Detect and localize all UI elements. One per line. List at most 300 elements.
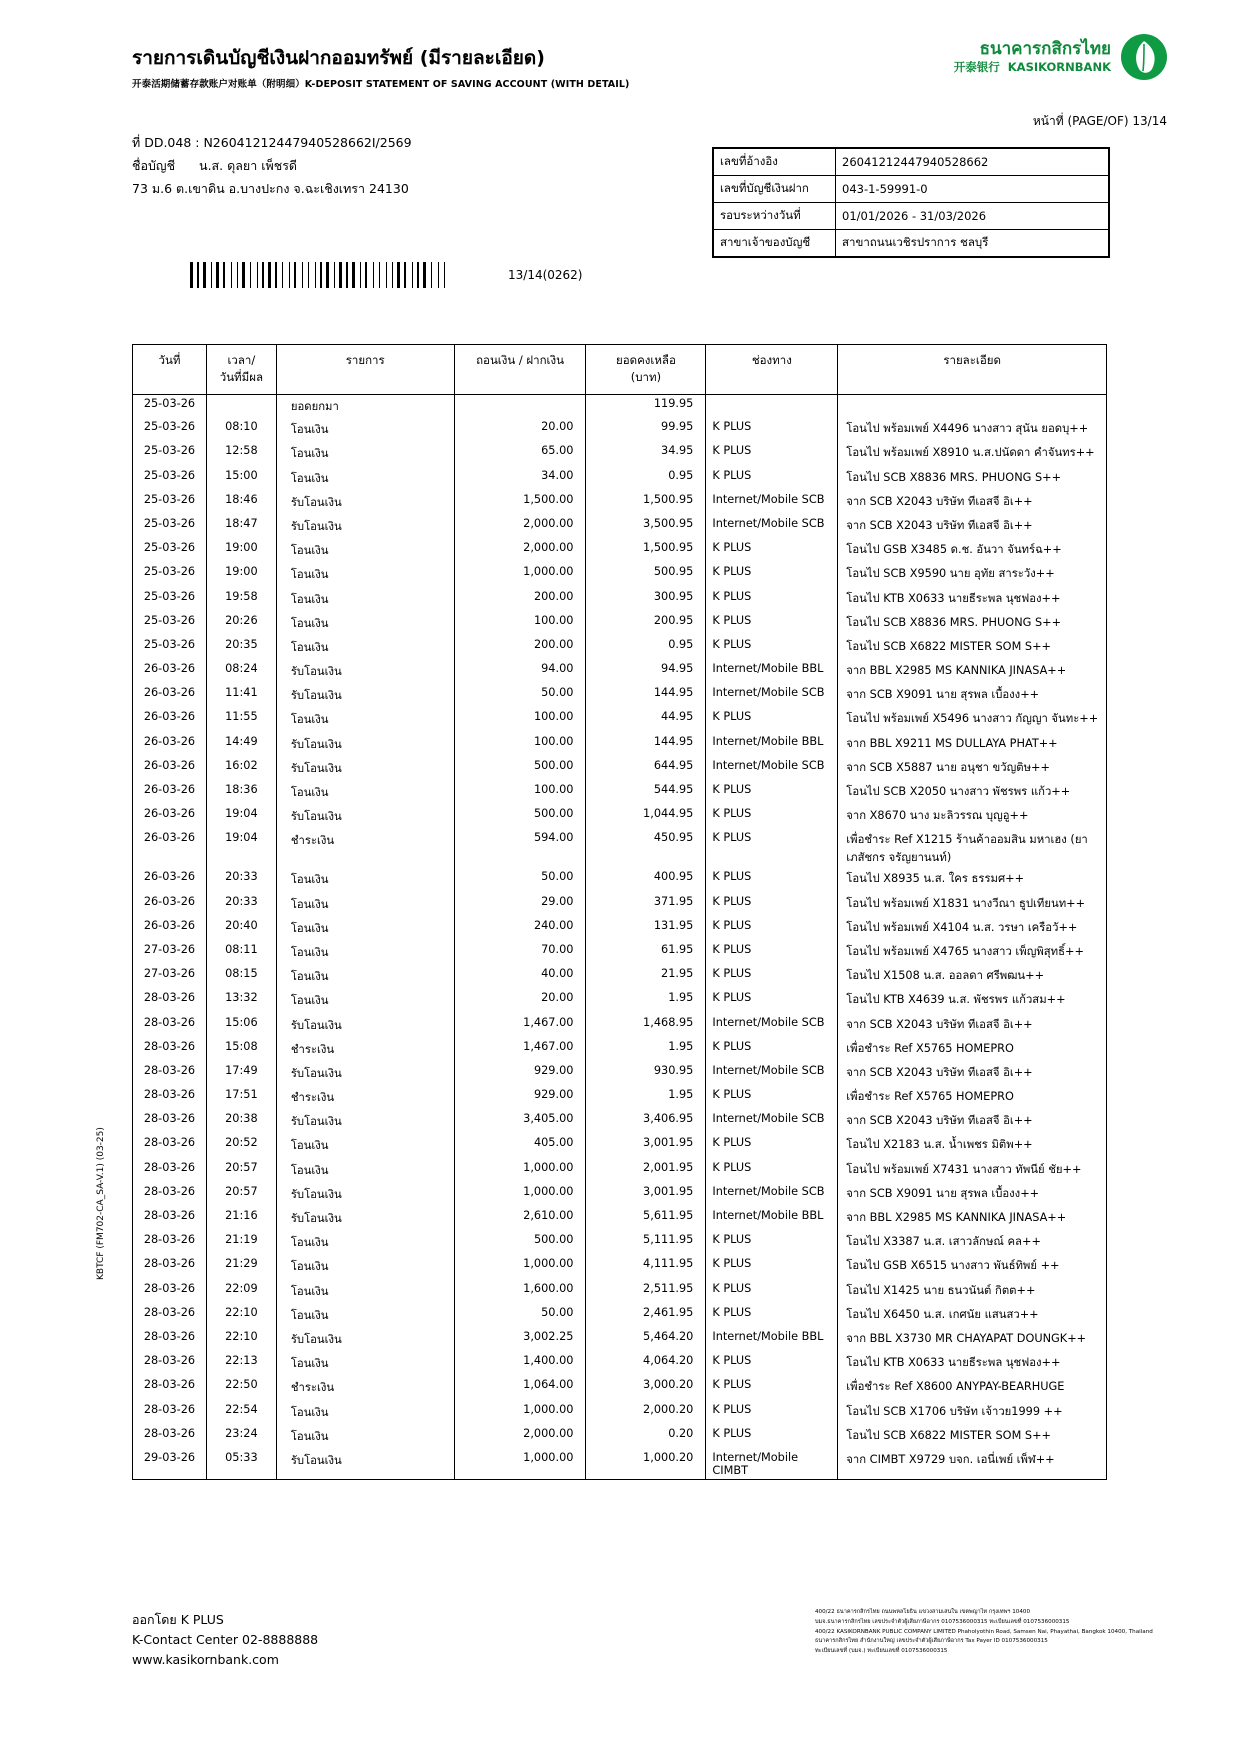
- cell-balance: 61.95: [586, 941, 706, 965]
- cell-amount: 1,467.00: [454, 1014, 586, 1038]
- col-header-time-line1: เวลา/: [227, 353, 256, 367]
- cell-balance: 3,001.95: [586, 1183, 706, 1207]
- cell-time: 20:33: [206, 868, 276, 892]
- cell-time: 22:10: [206, 1328, 276, 1352]
- cell-amount: 2,000.00: [454, 539, 586, 563]
- cell-balance: 371.95: [586, 893, 706, 917]
- cell-date: 25-03-26: [133, 491, 207, 515]
- cell-amount: 3,002.25: [454, 1328, 586, 1352]
- cell-time: 18:46: [206, 491, 276, 515]
- page-of-label: หน้าที่ (PAGE/OF): [1032, 114, 1129, 128]
- cell-description: รับโอนเงิน: [276, 1062, 454, 1086]
- cell-description: โอนเงิน: [276, 868, 454, 892]
- cell-description: โอนเงิน: [276, 539, 454, 563]
- info-value-period: 01/01/2026 - 31/03/2026: [836, 203, 1109, 230]
- cell-channel: Internet/Mobile SCB: [706, 757, 838, 781]
- cell-description: โอนเงิน: [276, 965, 454, 989]
- cell-date: 29-03-26: [133, 1449, 207, 1480]
- table-row: [133, 1376, 1107, 1400]
- cell-description: รับโอนเงิน: [276, 491, 454, 515]
- table-row: [133, 1401, 1107, 1425]
- cell-balance: 400.95: [586, 868, 706, 892]
- table-row: [133, 418, 1107, 442]
- cell-amount: 2,610.00: [454, 1207, 586, 1231]
- cell-date: 25-03-26: [133, 467, 207, 491]
- table-row: [133, 1352, 1107, 1376]
- cell-detail: โอนไป X1508 น.ส. ออลดา ศรีพฒน++: [838, 965, 1107, 989]
- cell-channel: K PLUS: [706, 563, 838, 587]
- cell-description: โอนเงิน: [276, 1231, 454, 1255]
- cell-balance: 450.95: [586, 829, 706, 868]
- cell-channel: K PLUS: [706, 1376, 838, 1400]
- table-row: [133, 612, 1107, 636]
- cell-detail: โอนไป พร้อมเพย์ X1831 นางวีณา ธูปเทียนท++: [838, 893, 1107, 917]
- cell-detail: โอนไป X3387 น.ส. เสาวลักษณ์ คล++: [838, 1231, 1107, 1255]
- bank-logo: [954, 34, 1167, 80]
- table-row: [133, 636, 1107, 660]
- cell-detail: โอนไป KTB X0633 นายธีระพล นุชฟอง++: [838, 588, 1107, 612]
- cell-channel: Internet/Mobile BBL: [706, 1207, 838, 1231]
- table-header-row: [133, 345, 1107, 395]
- footer-company-address: [815, 1608, 1167, 1657]
- cell-date: 26-03-26: [133, 733, 207, 757]
- cell-channel: K PLUS: [706, 868, 838, 892]
- cell-channel: K PLUS: [706, 539, 838, 563]
- table-row: [133, 781, 1107, 805]
- table-row: [133, 805, 1107, 829]
- cell-channel: K PLUS: [706, 612, 838, 636]
- cell-balance: 5,611.95: [586, 1207, 706, 1231]
- cell-description: รับโอนเงิน: [276, 805, 454, 829]
- bank-name-th: ธนาคารกสิกรไทย: [979, 39, 1111, 60]
- cell-channel: Internet/Mobile BBL: [706, 660, 838, 684]
- cell-balance: 2,461.95: [586, 1304, 706, 1328]
- statement-info-box: [712, 147, 1110, 258]
- cell-balance: 300.95: [586, 588, 706, 612]
- col-header-time: [206, 345, 276, 395]
- cell-balance: 44.95: [586, 708, 706, 732]
- cell-channel: K PLUS: [706, 588, 838, 612]
- table-row: [133, 708, 1107, 732]
- cell-date: 26-03-26: [133, 868, 207, 892]
- col-header-balance: [586, 345, 706, 395]
- cell-balance: 1.95: [586, 1086, 706, 1110]
- cell-detail: โอนไป X8935 น.ส. ใคร ธรรมศ++: [838, 868, 1107, 892]
- cell-detail: จาก BBL X2985 MS KANNIKA JINASA++: [838, 660, 1107, 684]
- cell-time: 05:33: [206, 1449, 276, 1480]
- cell-description: โอนเงิน: [276, 941, 454, 965]
- cell-time: 22:10: [206, 1304, 276, 1328]
- cell-description: ยอดยกมา: [276, 394, 454, 418]
- table-row: [133, 1304, 1107, 1328]
- cell-amount: 500.00: [454, 1231, 586, 1255]
- footer-address-line: 400/22 ธนาคารกสิกรไทย ถนนพหลโยธิน แขวงสามเสนใน เขตพญาไท กรุงเทพฯ 10400: [815, 1609, 1030, 1615]
- table-row: [133, 1231, 1107, 1255]
- table-row: [133, 1449, 1107, 1480]
- table-row: [133, 539, 1107, 563]
- table-row: [133, 394, 1107, 418]
- page-subtitle: 开泰活期储蓄存款账户对账单（附明细）K-DEPOSIT STATEMENT OF SAVING ACCOUNT (WITH DETAIL): [132, 79, 630, 90]
- cell-date: 28-03-26: [133, 1038, 207, 1062]
- cell-time: 08:24: [206, 660, 276, 684]
- info-label-branch: สาขาเจ้าของบัญชี: [714, 230, 836, 257]
- cell-channel: K PLUS: [706, 1255, 838, 1279]
- cell-channel: K PLUS: [706, 708, 838, 732]
- info-row: [714, 230, 1109, 257]
- cell-balance: 2,511.95: [586, 1280, 706, 1304]
- cell-time: 11:41: [206, 684, 276, 708]
- footer-contact-center: K-Contact Center 02-8888888: [132, 1632, 319, 1647]
- cell-description: รับโอนเงิน: [276, 1207, 454, 1231]
- info-row: [714, 176, 1109, 203]
- cell-channel: Internet/Mobile SCB: [706, 491, 838, 515]
- cell-description: รับโอนเงิน: [276, 660, 454, 684]
- table-row: [133, 965, 1107, 989]
- cell-balance: 0.95: [586, 467, 706, 491]
- cell-time: 20:38: [206, 1110, 276, 1134]
- cell-channel: K PLUS: [706, 781, 838, 805]
- info-row: [714, 149, 1109, 176]
- table-row: [133, 1207, 1107, 1231]
- cell-time: 15:00: [206, 467, 276, 491]
- cell-channel: Internet/Mobile SCB: [706, 1110, 838, 1134]
- account-meta: [132, 131, 412, 200]
- cell-date: 27-03-26: [133, 965, 207, 989]
- cell-time: 21:19: [206, 1231, 276, 1255]
- transactions-table-wrap: [132, 344, 1107, 1480]
- cell-channel: K PLUS: [706, 893, 838, 917]
- cell-time: 14:49: [206, 733, 276, 757]
- info-value-branch: สาขาถนนเวชิรปราการ ชลบุรี: [836, 230, 1109, 257]
- cell-detail: เพื่อชำระ Ref X5765 HOMEPRO: [838, 1038, 1107, 1062]
- doc-ref: ที่ DD.048 : N26041212447940528662I/2569: [132, 135, 412, 150]
- cell-channel: Internet/Mobile BBL: [706, 1328, 838, 1352]
- cell-amount: 1,000.00: [454, 1449, 586, 1480]
- col-header-balance-line1: ยอดคงเหลือ: [615, 353, 676, 367]
- cell-time: 23:24: [206, 1425, 276, 1449]
- cell-description: โอนเงิน: [276, 989, 454, 1013]
- cell-detail: จาก SCB X5887 นาย อนุชา ขวัญติษ++: [838, 757, 1107, 781]
- table-row: [133, 1255, 1107, 1279]
- cell-date: 26-03-26: [133, 893, 207, 917]
- cell-balance: 1,044.95: [586, 805, 706, 829]
- cell-channel: K PLUS: [706, 1038, 838, 1062]
- cell-date: 26-03-26: [133, 708, 207, 732]
- col-header-date: วันที่: [133, 345, 207, 395]
- cell-description: โอนเงิน: [276, 563, 454, 587]
- cell-detail: โอนไป SCB X6822 MISTER SOM S++: [838, 1425, 1107, 1449]
- cell-balance: 119.95: [586, 394, 706, 418]
- cell-date: 25-03-26: [133, 563, 207, 587]
- cell-channel: Internet/Mobile SCB: [706, 684, 838, 708]
- cell-description: รับโอนเงิน: [276, 1328, 454, 1352]
- cell-detail: โอนไป SCB X9590 นาย อุทัย สาระวัง++: [838, 563, 1107, 587]
- footer-contact: [132, 1610, 318, 1670]
- cell-date: 28-03-26: [133, 1207, 207, 1231]
- cell-date: 25-03-26: [133, 612, 207, 636]
- cell-amount: 1,000.00: [454, 563, 586, 587]
- cell-time: 18:36: [206, 781, 276, 805]
- table-row: [133, 1134, 1107, 1158]
- cell-time: 17:49: [206, 1062, 276, 1086]
- cell-time: 21:29: [206, 1255, 276, 1279]
- cell-amount: 100.00: [454, 612, 586, 636]
- cell-balance: 144.95: [586, 733, 706, 757]
- table-row: [133, 588, 1107, 612]
- cell-description: โอนเงิน: [276, 442, 454, 466]
- bank-name-en-block: [954, 60, 1111, 74]
- table-row: [133, 563, 1107, 587]
- table-row: [133, 1038, 1107, 1062]
- cell-channel: K PLUS: [706, 1086, 838, 1110]
- cell-time: 15:06: [206, 1014, 276, 1038]
- col-header-amount: ถอนเงิน / ฝากเงิน: [454, 345, 586, 395]
- cell-channel: Internet/Mobile BBL: [706, 733, 838, 757]
- cell-detail: จาก X8670 นาง มะลิวรรณ บุญอู++: [838, 805, 1107, 829]
- info-row: [714, 203, 1109, 230]
- cell-description: รับโอนเงิน: [276, 515, 454, 539]
- footer-website[interactable]: www.kasikornbank.com: [132, 1652, 279, 1667]
- cell-date: 25-03-26: [133, 636, 207, 660]
- cell-detail: โอนไป SCB X2050 นางสาว พัชรพร แก้ว++: [838, 781, 1107, 805]
- cell-time: 15:08: [206, 1038, 276, 1062]
- cell-amount: 1,467.00: [454, 1038, 586, 1062]
- table-head: [133, 345, 1107, 395]
- cell-detail: โอนไป พร้อมเพย์ X4496 นางสาว สุนัน ยอดบุ++: [838, 418, 1107, 442]
- cell-amount: 40.00: [454, 965, 586, 989]
- cell-balance: 3,000.20: [586, 1376, 706, 1400]
- cell-detail: โอนไป SCB X8836 MRS. PHUONG S++: [838, 612, 1107, 636]
- cell-description: โอนเงิน: [276, 467, 454, 491]
- cell-detail: จาก SCB X2043 บริษัท ทีเอสจี อิเ++: [838, 1062, 1107, 1086]
- col-header-time-line2: วันที่มีผล: [219, 370, 263, 385]
- cell-detail: โอนไป SCB X6822 MISTER SOM S++: [838, 636, 1107, 660]
- info-value-ref: 26041212447940528662: [836, 149, 1109, 176]
- table-row: [133, 1183, 1107, 1207]
- cell-description: รับโอนเงิน: [276, 1183, 454, 1207]
- cell-time: [206, 394, 276, 418]
- table-row: [133, 515, 1107, 539]
- cell-amount: 3,405.00: [454, 1110, 586, 1134]
- cell-channel: Internet/Mobile SCB: [706, 1062, 838, 1086]
- cell-detail: จาก SCB X2043 บริษัท ทีเอสจี อิเ++: [838, 1110, 1107, 1134]
- cell-time: 19:58: [206, 588, 276, 612]
- cell-amount: 29.00: [454, 893, 586, 917]
- table-row: [133, 917, 1107, 941]
- cell-detail: โอนไป พร้อมเพย์ X8910 น.ส.ปนัดดา คำจันทร++: [838, 442, 1107, 466]
- cell-balance: 1,000.20: [586, 1449, 706, 1480]
- table-row: [133, 989, 1107, 1013]
- cell-description: รับโอนเงิน: [276, 1449, 454, 1480]
- page-of: [1033, 112, 1167, 131]
- cell-time: 22:50: [206, 1376, 276, 1400]
- cell-amount: 929.00: [454, 1086, 586, 1110]
- cell-description: โอนเงิน: [276, 1425, 454, 1449]
- account-address: 73 ม.6 ต.เขาดิน อ.บางปะกง จ.ฉะเชิงเทรา 24130: [132, 181, 409, 197]
- cell-time: 22:09: [206, 1280, 276, 1304]
- cell-channel: Internet/Mobile SCB: [706, 515, 838, 539]
- cell-detail: จาก BBL X3730 MR CHAYAPAT DOUNGK++: [838, 1328, 1107, 1352]
- cell-amount: 200.00: [454, 636, 586, 660]
- cell-detail: โอนไป X6450 น.ส. เกศนัย แสนสว++: [838, 1304, 1107, 1328]
- table-row: [133, 1014, 1107, 1038]
- cell-amount: 50.00: [454, 1304, 586, 1328]
- info-value-account: 043-1-59991-0: [836, 176, 1109, 203]
- cell-detail: โอนไป พร้อมเพย์ X5496 นางสาว กัญญา จันทะ++: [838, 708, 1107, 732]
- table-row: [133, 1159, 1107, 1183]
- cell-description: ชำระเงิน: [276, 1086, 454, 1110]
- cell-description: โอนเงิน: [276, 636, 454, 660]
- table-row: [133, 757, 1107, 781]
- cell-time: 19:04: [206, 805, 276, 829]
- cell-channel: K PLUS: [706, 1231, 838, 1255]
- cell-balance: 0.20: [586, 1425, 706, 1449]
- footer-address-line: ทะเบียนเลขที่ (บมจ.) ทะเบียนเลขที่ 0107536000315: [815, 1648, 948, 1655]
- cell-amount: 500.00: [454, 757, 586, 781]
- cell-channel: K PLUS: [706, 1134, 838, 1158]
- footer-address-line: 400/22 KASIKORNBANK PUBLIC COMPANY LIMITED Phaholyothin Road, Samsen Nai, Phayathai, Bangkok 10400, Thailand: [815, 1628, 1153, 1635]
- cell-description: โอนเงิน: [276, 708, 454, 732]
- table-row: [133, 733, 1107, 757]
- cell-time: 22:13: [206, 1352, 276, 1376]
- cell-description: โอนเงิน: [276, 1134, 454, 1158]
- cell-description: โอนเงิน: [276, 1159, 454, 1183]
- cell-time: 20:26: [206, 612, 276, 636]
- table-body: [133, 394, 1107, 1479]
- cell-channel: K PLUS: [706, 1159, 838, 1183]
- cell-amount: 50.00: [454, 684, 586, 708]
- cell-date: 28-03-26: [133, 1280, 207, 1304]
- cell-balance: 3,500.95: [586, 515, 706, 539]
- cell-balance: 1.95: [586, 989, 706, 1013]
- cell-date: 25-03-26: [133, 539, 207, 563]
- cell-channel: K PLUS: [706, 829, 838, 868]
- cell-amount: 1,000.00: [454, 1401, 586, 1425]
- table-row: [133, 893, 1107, 917]
- cell-channel: K PLUS: [706, 941, 838, 965]
- cell-description: โอนเงิน: [276, 1255, 454, 1279]
- cell-amount: 34.00: [454, 467, 586, 491]
- cell-description: โอนเงิน: [276, 1280, 454, 1304]
- cell-balance: 544.95: [586, 781, 706, 805]
- cell-date: 28-03-26: [133, 1352, 207, 1376]
- kbank-leaf-icon: [1121, 34, 1167, 80]
- cell-description: ชำระเงิน: [276, 1038, 454, 1062]
- barcode-label: 13/14(0262): [508, 268, 583, 282]
- cell-date: 25-03-26: [133, 442, 207, 466]
- cell-time: 17:51: [206, 1086, 276, 1110]
- cell-balance: 21.95: [586, 965, 706, 989]
- cell-time: 08:15: [206, 965, 276, 989]
- cell-description: รับโอนเงิน: [276, 1110, 454, 1134]
- cell-channel: K PLUS: [706, 917, 838, 941]
- cell-channel: K PLUS: [706, 965, 838, 989]
- cell-detail: เพื่อชำระ Ref X5765 HOMEPRO: [838, 1086, 1107, 1110]
- bank-name-block: [954, 39, 1111, 75]
- cell-time: 20:52: [206, 1134, 276, 1158]
- cell-date: 28-03-26: [133, 1159, 207, 1183]
- col-header-detail: รายละเอียด: [838, 345, 1107, 395]
- account-name-row: [132, 154, 412, 177]
- cell-balance: 1,500.95: [586, 491, 706, 515]
- bank-name-cn: 开泰银行: [953, 60, 1000, 75]
- cell-description: ชำระเงิน: [276, 1376, 454, 1400]
- cell-amount: 240.00: [454, 917, 586, 941]
- cell-channel: K PLUS: [706, 989, 838, 1013]
- cell-channel: K PLUS: [706, 1304, 838, 1328]
- cell-detail: โอนไป X1425 นาย ธนวนันต์ กิตต++: [838, 1280, 1107, 1304]
- cell-description: โอนเงิน: [276, 612, 454, 636]
- cell-channel: K PLUS: [706, 1425, 838, 1449]
- cell-detail: จาก SCB X2043 บริษัท ทีเอสจี อิเ++: [838, 515, 1107, 539]
- cell-amount: 594.00: [454, 829, 586, 868]
- cell-date: 28-03-26: [133, 1376, 207, 1400]
- cell-time: 18:47: [206, 515, 276, 539]
- cell-date: 27-03-26: [133, 941, 207, 965]
- cell-date: 26-03-26: [133, 917, 207, 941]
- table-row: [133, 1086, 1107, 1110]
- cell-detail: โอนไป พร้อมเพย์ X4104 น.ส. วรษา เครือวั++: [838, 917, 1107, 941]
- info-label-ref: เลขที่อ้างอิง: [714, 149, 836, 176]
- cell-detail: เพื่อชำระ Ref X1215 ร้านค้าออมสิน มหาเฮง (ยาเภสัชกร จรัญยานนท์): [838, 829, 1107, 868]
- cell-balance: 99.95: [586, 418, 706, 442]
- cell-detail: โอนไป SCB X1706 บริษัท เจ้าวย1999 ++: [838, 1401, 1107, 1425]
- table-row: [133, 1280, 1107, 1304]
- cell-amount: 500.00: [454, 805, 586, 829]
- cell-amount: 50.00: [454, 868, 586, 892]
- cell-amount: 2,000.00: [454, 1425, 586, 1449]
- table-row: [133, 941, 1107, 965]
- cell-date: 25-03-26: [133, 515, 207, 539]
- cell-balance: 0.95: [586, 636, 706, 660]
- cell-time: 20:40: [206, 917, 276, 941]
- cell-detail: โอนไป พร้อมเพย์ X7431 นางสาว ทัพนีย์ ชัย++: [838, 1159, 1107, 1183]
- cell-balance: 1,500.95: [586, 539, 706, 563]
- cell-date: 28-03-26: [133, 1183, 207, 1207]
- cell-amount: 1,000.00: [454, 1255, 586, 1279]
- cell-date: 25-03-26: [133, 588, 207, 612]
- cell-amount: 94.00: [454, 660, 586, 684]
- footer-address-line: บมจ.ธนาคารกสิกรไทย เลขประจำตัวผู้เสียภาษีอากร 0107536000315 ทะเบียนเลขที่ 0107536000315: [815, 1618, 1070, 1625]
- cell-date: 28-03-26: [133, 1255, 207, 1279]
- cell-detail: โอนไป KTB X0633 นายธีระพล นุชฟอง++: [838, 1352, 1107, 1376]
- cell-detail: จาก SCB X9091 นาย สุรพล เบื้องง++: [838, 1183, 1107, 1207]
- table-row: [133, 1425, 1107, 1449]
- cell-time: 11:55: [206, 708, 276, 732]
- cell-channel: K PLUS: [706, 1280, 838, 1304]
- cell-description: โอนเงิน: [276, 1401, 454, 1425]
- barcode: [190, 262, 449, 288]
- cell-balance: 930.95: [586, 1062, 706, 1086]
- cell-date: 25-03-26: [133, 418, 207, 442]
- cell-date: 26-03-26: [133, 660, 207, 684]
- table-row: [133, 442, 1107, 466]
- cell-amount: 1,500.00: [454, 491, 586, 515]
- cell-amount: 20.00: [454, 989, 586, 1013]
- cell-detail: โอนไป GSB X6515 นางสาว พันธ์ทิพย์ ++: [838, 1255, 1107, 1279]
- cell-time: 20:33: [206, 893, 276, 917]
- cell-amount: 1,000.00: [454, 1183, 586, 1207]
- cell-channel: K PLUS: [706, 467, 838, 491]
- table-row: [133, 1328, 1107, 1352]
- cell-date: 26-03-26: [133, 757, 207, 781]
- cell-time: 08:10: [206, 418, 276, 442]
- cell-description: โอนเงิน: [276, 1304, 454, 1328]
- cell-detail: โอนไป GSB X3485 ด.ช. อันวา จันทร์ฉ++: [838, 539, 1107, 563]
- cell-balance: 1.95: [586, 1038, 706, 1062]
- cell-balance: 3,406.95: [586, 1110, 706, 1134]
- cell-time: 20:35: [206, 636, 276, 660]
